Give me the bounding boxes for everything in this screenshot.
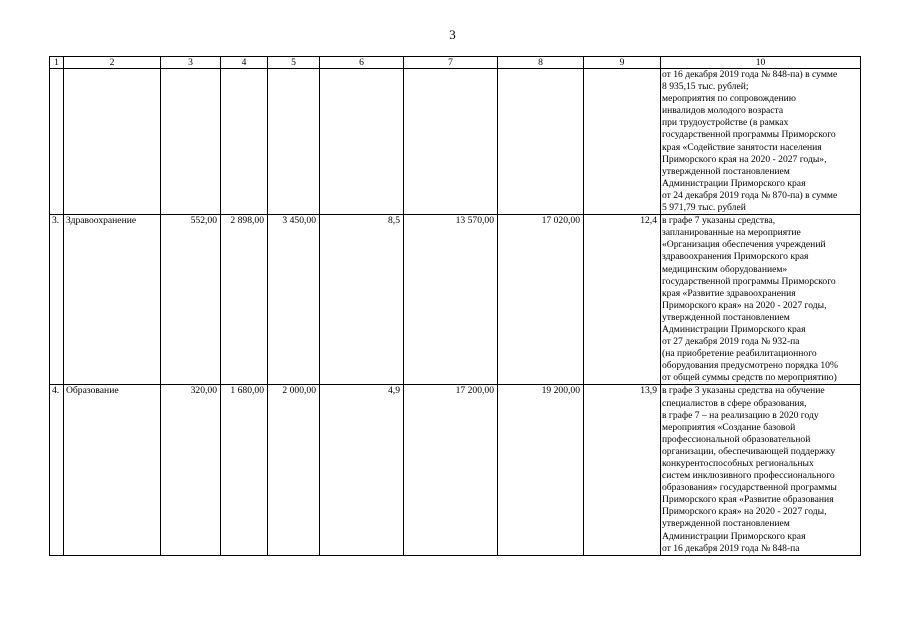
note-line: 5 971,79 тыс. рублей (662, 202, 746, 214)
note-line: в графе 7 указаны средства, (662, 215, 776, 227)
note-line: мероприятия «Создание базовой (662, 421, 796, 433)
table-row-continuation (50, 69, 861, 215)
cell-c4: 1 680,00 (221, 385, 268, 555)
note-line: Приморского края» на 2020 - 2027 годы, (662, 506, 827, 518)
row-number: 3. (50, 215, 64, 385)
cell-c6: 8,5 (320, 215, 404, 385)
row-name: Образование (64, 385, 161, 555)
cell-c3: 552,00 (161, 215, 221, 385)
note-line: здравоохранения Приморского края (662, 251, 809, 263)
note-line: утвержденной постановлением (662, 311, 790, 323)
note-cell (661, 215, 861, 385)
cell-c9: 13,9 (584, 385, 661, 555)
cell-c9: 12,4 (584, 215, 661, 385)
table-row-education (50, 385, 861, 555)
note-line: инвалидов молодого возраста (662, 105, 784, 117)
note-line: оборудования предусмотрено порядка 10% (662, 360, 838, 372)
note-line: края «Содействие занятости населения (662, 141, 822, 153)
note-line: «Организация обеспечения учреждений (662, 239, 826, 251)
note-line: специалистов в сфере образования, (662, 397, 807, 409)
note-line: (на приобретение реабилитационного (662, 348, 817, 360)
cell-c7: 13 570,00 (404, 215, 498, 385)
cell-c8: 17 020,00 (498, 215, 584, 385)
note-line: Администрации Приморского края (662, 177, 806, 189)
note-line: систем инклюзивного профессионального (662, 470, 835, 482)
column-header: 2 (64, 57, 161, 69)
column-header: 10 (661, 57, 861, 69)
cell-c4: 2 898,00 (221, 215, 268, 385)
note-line: профессиональной образовательной (662, 433, 811, 445)
note-line: образования» государственной программы (662, 482, 837, 494)
note-line: организации, обеспечивающей поддержку (662, 445, 836, 457)
note-line: конкурентоспособных региональных (662, 458, 814, 469)
page-number: 3 (449, 27, 456, 42)
column-header: 5 (268, 57, 320, 69)
note-line: в графе 3 указаны средства на обучение (662, 385, 825, 397)
note-line: от общей суммы средств по мероприятию) (662, 372, 837, 384)
note-line: запланированные на мероприятие (662, 227, 801, 239)
note-line: края «Развитие здравоохранения (662, 287, 796, 299)
note-line: Приморского края «Развитие образования (662, 494, 834, 506)
column-header: 6 (320, 57, 404, 69)
note-line: Приморского края» на 2020 - 2027 годы, (662, 299, 827, 311)
table-header-row (50, 57, 861, 69)
note-line: государственной программы Приморского (662, 129, 836, 141)
note-line: утвержденной постановлением (662, 165, 790, 177)
note-line: государственной программы Приморского (662, 275, 836, 287)
note-cell (661, 385, 861, 555)
row-name: Здравоохранение (64, 215, 161, 385)
cell-c6: 4,9 (320, 385, 404, 555)
cell-c5: 2 000,00 (268, 385, 320, 555)
note-line: от 24 декабря 2019 года № 870-па) в сумме (662, 189, 838, 201)
cell-c8: 19 200,00 (498, 385, 584, 555)
column-header: 7 (404, 57, 498, 69)
note-line: утвержденной постановлением (662, 518, 790, 530)
column-header: 8 (498, 57, 584, 69)
cell-c5: 3 450,00 (268, 215, 320, 385)
note-line: при трудоустройстве (в рамках (662, 117, 789, 129)
column-header: 3 (161, 57, 221, 69)
table-row-healthcare (50, 215, 861, 385)
column-header: 9 (584, 57, 661, 69)
column-header: 4 (221, 57, 268, 69)
note-line: Администрации Приморского края (662, 530, 806, 542)
note-line: 8 935,15 тыс. рублей; (662, 81, 749, 93)
note-line: от 16 декабря 2019 года № 848-па) в сумме (662, 69, 838, 80)
note-line: мероприятия по сопровождению (662, 93, 796, 105)
data-table (49, 56, 861, 556)
note-line: Приморского края на 2020 - 2027 годы», (662, 153, 827, 165)
cell-c3: 320,00 (161, 385, 221, 555)
note-cell (661, 69, 861, 215)
note-line: от 16 декабря 2019 года № 848-па (662, 542, 800, 554)
column-header: 1 (50, 57, 64, 69)
note-line: в графе 7 – на реализацию в 2020 году (662, 409, 819, 421)
note-line: Администрации Приморского края (662, 323, 806, 335)
note-line: медицинским оборудованием» (662, 263, 788, 275)
cell-c7: 17 200,00 (404, 385, 498, 555)
row-number: 4. (50, 385, 64, 555)
note-line: от 27 декабря 2019 года № 932-па (662, 336, 800, 348)
